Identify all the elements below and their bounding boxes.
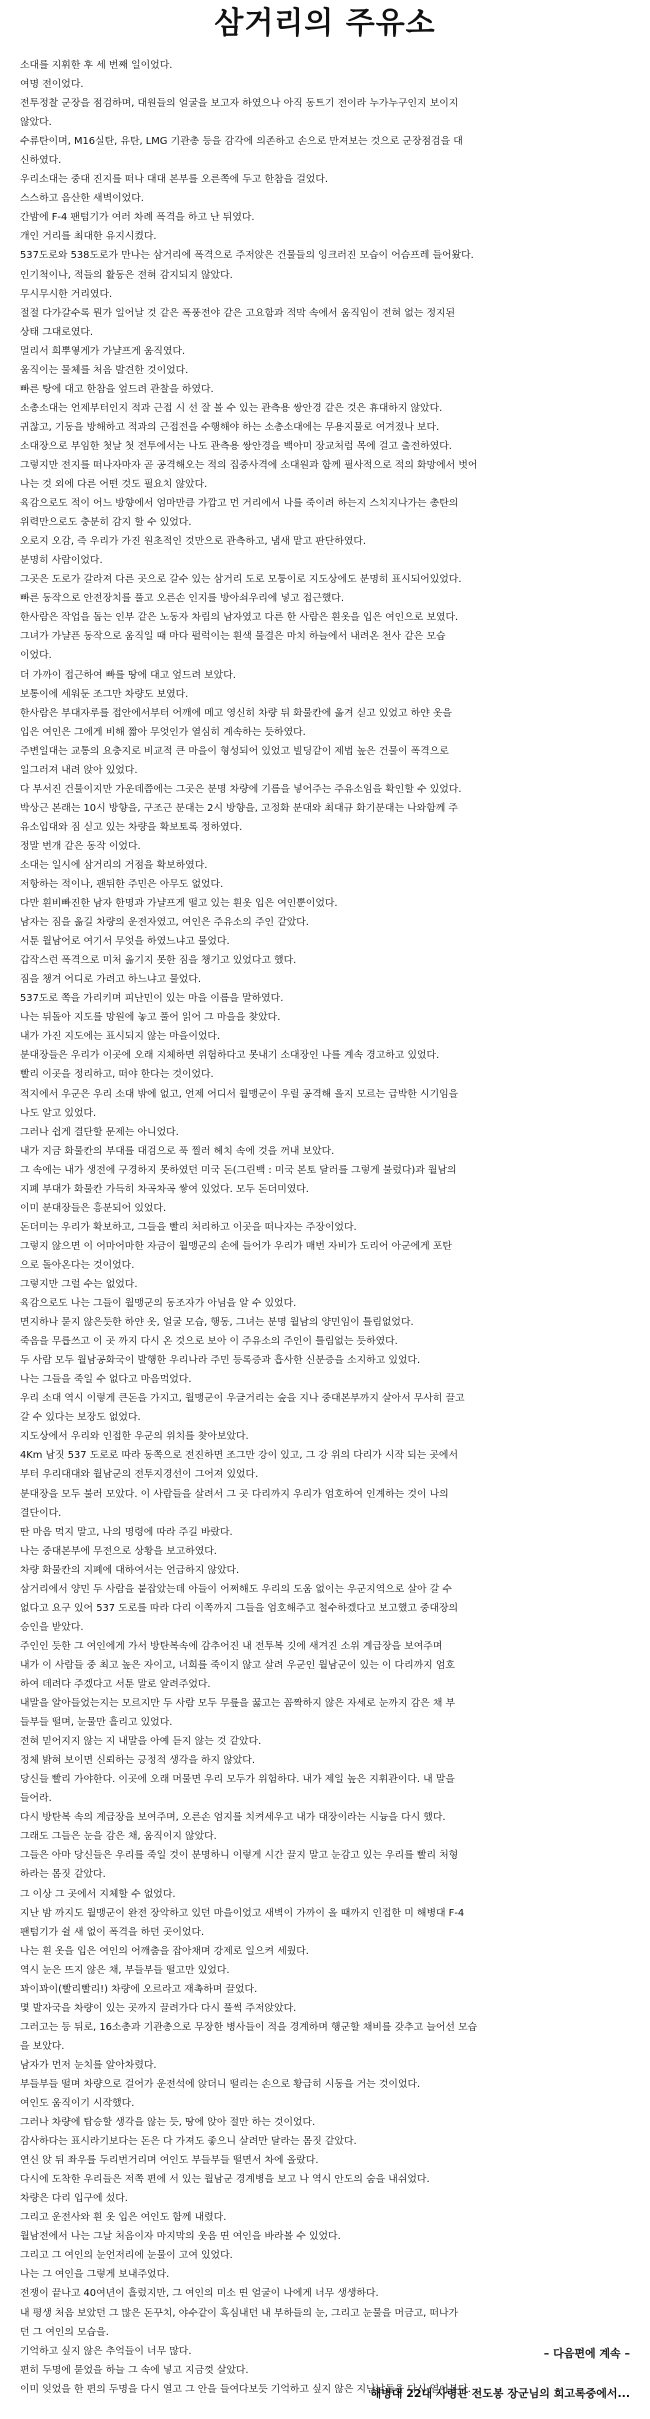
body-line: 무시무시한 거리였다. (20, 288, 113, 300)
body-line: 전투정찰 군장을 점검하며, 대원들의 얼굴을 보고자 하였으나 아직 동트기 전이라 누가누구인지 보이지 (20, 98, 459, 110)
body-line: 주변일대는 교통의 요충지로 비교적 큰 마을이 형성되어 있었고 빌딩같이 제법 높은 건물이 폭격으로 (20, 745, 449, 757)
body-line: 정말 번개 같은 동작 이었다. (20, 840, 141, 852)
body-line: 박상근 본래는 10시 방향을, 구조근 분대는 2시 방향을, 고정화 분대와 최대규 화기분대는 나와함께 주 (20, 802, 458, 814)
body-line: 입은 여인은 그에게 비해 짧아 무엇인가 열심히 계속하는 듯하였다. (20, 726, 306, 738)
body-line: 더 가까이 접근하여 빠를 땅에 대고 엎드려 보았다. (20, 669, 236, 681)
body-line: 그들은 아마 당신들은 우리를 죽일 것이 분명하니 이렇게 시간 끌지 말고 눈감고 있는 우리를 빨리 처형 (20, 1850, 459, 1862)
body-line: 한사람은 부대자루를 접안에서부터 어깨에 메고 영신히 차량 뒤 화물칸에 옮겨 싣고 있었고 하얀 옷을 (20, 707, 452, 719)
body-line: 들어라. (20, 1793, 52, 1805)
body-line: 나는 그들을 죽일 수 없다고 마음먹었다. (20, 1374, 192, 1386)
body-line: 그 이상 그 곳에서 지체할 수 없었다. (20, 1888, 176, 1900)
body-line: 기억하고 싶지 않은 추억들이 너무 많다. (20, 2345, 192, 2357)
body-line: 소총소대는 언제부터인지 적과 근접 시 선 잘 볼 수 있는 관측용 쌍안경 같은 것은 휴대하지 않았다. (20, 402, 443, 414)
body-line: 여인도 움직이기 시작했다. (20, 2098, 135, 2110)
body-line: 다만 흰비빠진한 남자 한명과 가냘프게 떨고 있는 흰옷 입은 여인뿐이었다. (20, 898, 338, 910)
body-line: 역시 눈은 뜨지 않은 채, 부들부들 떨고만 있었다. (20, 1964, 230, 1976)
body-line: 몇 발자국을 차량이 있는 곳까지 끌려가다 다시 풀썩 주저앉았다. (20, 2002, 297, 2014)
body-line: 이미 분대장들은 흥분되어 있었다. (20, 1202, 167, 1214)
body-line: 죽음을 무릅쓰고 이 곳 까지 다시 온 것으로 보아 이 주유소의 주인이 틀림없는 듯하였다. (20, 1336, 398, 1348)
body-line: 하여 데려다 주겠다고 서툰 말로 알려주었다. (20, 1678, 211, 1690)
body-line: 소대는 일시에 삼거리의 거점을 확보하였다. (20, 859, 208, 871)
body-line: 다시 방탄복 속의 계급장을 보여주며, 오른손 엄지를 치켜세우고 내가 대장이라는 시늉을 다시 했다. (20, 1812, 446, 1824)
body-line: 절절 다가갈수록 뭔가 일어날 것 같은 폭풍전야 같은 고요함과 적막 속에서 움직임이 전혀 없는 정지된 (20, 307, 456, 319)
body-line: 팬텀기가 쉴 새 없이 폭격을 하던 곳이었다. (20, 1926, 205, 1938)
body-line: 멀리서 희뿌옇게가 가냘프게 움직였다. (20, 345, 186, 357)
body-line: 지폐 부대가 화물칸 가득히 차곡차곡 쌓여 있었다. 모두 돈더미였다. (20, 1183, 309, 1195)
body-line: 두 사람 모두 월남공화국이 발행한 우리나라 주민 등록증과 흡사한 신분증을 소지하고 있었다. (20, 1355, 421, 1367)
body-line: 귀찮고, 기동을 방해하고 적과의 근접전을 수행해야 하는 소총소대에는 무용지물로 여겨졌나 보다. (20, 421, 440, 433)
body-line: 오로지 오감, 즉 우리가 가진 원초적인 것만으로 관측하고, 냄새 맡고 판단하였다. (20, 536, 367, 548)
body-line: 하라는 몸짓 같았다. (20, 1869, 106, 1881)
body-line: 다 부서진 건물이지만 가운데쯤에는 그곳은 분명 차량에 기름을 넣어주는 주유소임을 확인할 수 있었다. (20, 783, 462, 795)
document-title: 삼거리의 주유소 (214, 6, 436, 41)
body-line: 빠른 탕에 대고 한참을 엎드려 관찰을 하였다. (20, 383, 214, 395)
body-line: 육감으로도 나는 그들이 월맹군의 동조자가 아님을 알 수 있었다. (20, 1298, 297, 1310)
body-line: 그렇지만 그럴 수는 없었다. (20, 1279, 138, 1290)
body-line: 다시에 도착한 우리들은 저쪽 편에 서 있는 월남군 경계병을 보고 나 역시 안도의 숨을 내쉬었다. (20, 2174, 430, 2186)
body-line: 감사하다는 표시라기보다는 돈은 다 가져도 좋으니 살려만 달라는 몸짓 같았다. (20, 2136, 357, 2148)
body-line: 여명 전이었다. (20, 79, 84, 91)
body-line: 당신들 빨리 가야한다. 이곳에 오래 머물면 우리 모두가 위험하다. 내가 제일 높은 지휘관이다. 내 말을 (20, 1774, 455, 1786)
body-line: 없다고 요구 있어 537 도로를 따라 다리 이쪽까지 그들을 엄호해주고 철수하겠다고 보고했고 중대장의 (20, 1602, 459, 1614)
body-line: 빨리 이곳을 정리하고, 떠야 한다는 것이었다. (20, 1069, 214, 1081)
body-line: 개인 거리를 최대한 유지시켰다. (20, 231, 157, 243)
body-line: 그렇지 않으면 이 어마어마한 자금이 월맹군의 손에 들어가 우리가 매번 자비가 도리어 아군에게 포탄 (20, 1240, 452, 1252)
body-line: 않았다. (20, 117, 52, 129)
body-line: 던 그 여인의 모습을. (20, 2326, 109, 2338)
body-line: 전쟁이 끝나고 40여년이 흘렀지만, 그 여인의 미소 띤 얼굴이 나에게 너무 생생하다. (20, 2288, 379, 2300)
body-line: 그러나 쉽게 결단할 문제는 아니었다. (20, 1126, 179, 1138)
body-line: 4Km 남짓 537 도로로 따라 동쪽으로 전진하면 조그만 강이 있고, 그 강 위의 다리가 시작 되는 곳에서 (20, 1450, 459, 1462)
body-line: 신하였다. (20, 155, 62, 167)
body-line: 나도 알고 있었다. (20, 1107, 97, 1119)
body-line: 그 속에는 내가 생전에 구경하지 못하였던 미국 돈(그린백 : 미국 본토 달러를 그렇게 불렀다)과 월남의 (20, 1164, 457, 1176)
body-line: 편히 두명에 묻었을 하늘 그 속에 넣고 지금껏 살았다. (20, 2364, 249, 2376)
body-line: 상태 그대로였다. (20, 326, 94, 338)
body-line: 부들부들 떨며 차량으로 걸어가 운전석에 앉더니 떨리는 손으로 황급히 시동을 거는 것이었다. (20, 2078, 421, 2090)
body-line: 차량은 다리 입구에 섰다. (20, 2193, 128, 2205)
body-line: 결단이다. (20, 1507, 62, 1519)
body-line: 적지에서 우군은 우리 소대 밖에 없고, 언제 어디서 월맹군이 우릴 공격해 올지 모르는 급박한 시기임을 (20, 1088, 459, 1100)
body-line: 삼거리에서 양민 두 사람을 붙잡았는데 아들이 어쩌해도 우리의 도움 없이는 우군지역으로 살아 갈 수 (20, 1583, 452, 1595)
body-line: 인기척이나, 적들의 활동은 전혀 감지되지 않았다. (20, 269, 233, 281)
body-line: 537도로와 538도로가 만나는 삼거리에 폭격으로 주저앉은 건물들의 잉크러진 모습이 어슴프레 들어왔다. (20, 250, 474, 262)
body-line: 보통이에 세워둔 조그만 차량도 보였다. (20, 688, 189, 700)
body-line: 월남전에서 나는 그날 처음이자 마지막의 웃음 띤 여인을 바라볼 수 있었다. (20, 2231, 341, 2243)
body-line: 면지하나 묻지 않은듯한 하얀 옷, 얼굴 모습, 행동, 그녀는 분명 월남의 양민임이 틀림없었다. (20, 1317, 414, 1329)
body-line: 우리소대는 중대 진지를 떠나 대대 본부를 오른쪽에 두고 한참을 걸었다. (20, 174, 329, 186)
body-line: 분대장을 모두 불러 모았다. 이 사람들을 살려서 그 곳 다리까지 우리가 엄호하여 인계하는 것이 나의 (20, 1488, 449, 1500)
body-line: 우리 소대 역시 이렇게 큰돈을 가지고, 월맹군이 우글거리는 숲을 지나 중대본부까지 살아서 무사히 끌고 (20, 1393, 465, 1405)
body-line: 이미 잊었을 한 편의 두명을 다시 열고 그 안을 들여다보듯 기억하고 싶지 않은 지난날들을 다시 열어본다. (20, 2383, 471, 2395)
body-line: 간밤에 F-4 팬텀기가 여러 차례 폭격을 하고 난 뒤였다. (20, 212, 255, 224)
body-line: 주인인 듯한 그 여인에게 가서 방탄복속에 감추어진 내 전투복 깃에 새겨진 소위 계급장을 보여주며 (20, 1640, 443, 1652)
body-line: 남자가 먼저 눈치를 알아차렸다. (20, 2059, 157, 2071)
body-line: 갑작스런 폭격으로 미처 옮기지 못한 짐을 챙기고 있었다고 했다. (20, 955, 297, 967)
body-line: 그곳은 도로가 갈라져 다른 곳으로 갈수 있는 삼거리 도로 모퉁이로 지도상에도 분명히 표시되어있었다. (20, 574, 462, 586)
body-line: 들부들 떨며, 눈물만 흘리고 있었다. (20, 1717, 173, 1729)
continued-notice: – 다음편에 계속 – (543, 2347, 630, 2360)
body-line: 나는 그 여인을 그렇게 보내주었다. (20, 2269, 170, 2281)
body-line: 나는 흰 옷을 입은 여인의 어깨춤을 잡아채며 강제로 일으켜 세웠다. (20, 1945, 309, 1957)
body-line: 나는 뒤돌아 지도를 망원에 놓고 풀어 읽어 그 마을을 찾았다. (20, 1012, 281, 1024)
body-line: 나는 것 외에 다른 어떤 것도 필요치 않았다. (20, 479, 208, 491)
body-line: 그러고는 등 뒤로, 16소총과 기관총으로 무장한 병사들이 적을 경계하며 행군할 채비를 갖추고 늘어선 모습 (20, 2021, 478, 2033)
body-line: 스스하고 음산한 새벽이었다. (20, 193, 144, 205)
body-line: 지도상에서 우리와 인접한 우군의 위치를 찾아보았다. (20, 1431, 249, 1443)
body-line: 내말을 알아들었는지는 모르지만 두 사람 모두 무릎을 꿇고는 꼼짝하지 않은 자세로 눈까지 감은 채 부 (20, 1698, 456, 1710)
body-line: 돈더미는 우리가 확보하고, 그들을 빨리 처리하고 이곳을 떠나자는 주장이었다. (20, 1221, 357, 1233)
body-line: 내가 이 사람들 중 최고 높은 자이고, 너희를 죽이지 않고 살려 우군인 월남군이 있는 이 다리까지 엄호 (20, 1659, 455, 1671)
body-line: 그녀가 가냘픈 동작으로 움직일 때 마다 펄럭이는 흰색 물결은 마치 하늘에서 내려온 천사 같은 모습 (20, 631, 446, 643)
body-line: 저항하는 적이나, 괜뒤한 주민은 아무도 없었다. (20, 879, 224, 891)
source-attribution: 해병대 22대 사령관 전도봉 장군님의 회고록중에서... (370, 2387, 630, 2400)
document-body (20, 56, 635, 2399)
body-line: 수류탄이며, M16실탄, 유탄, LMG 기관총 등을 감각에 의존하고 손으로 만져보는 것으로 군장점검을 대 (20, 136, 463, 148)
body-line: 부터 우리대대와 월남군의 전투지경선이 그어져 있었다. (20, 1469, 259, 1481)
body-line: 꽈이꽈이(빨리빨리!) 차량에 오르라고 재촉하며 끌었다. (20, 1983, 258, 1995)
body-line: 으로 돌아온다는 것이었다. (20, 1259, 135, 1271)
body-line: 내가 가진 지도에는 표시되지 않는 마을이었다. (20, 1031, 221, 1043)
body-line: 갈 수 있다는 보장도 없었다. (20, 1412, 141, 1424)
body-line: 내가 지금 화물칸의 부대를 대검으로 푹 찔러 헤치 속에 것을 꺼내 보았다. (20, 1145, 335, 1157)
body-line: 을 보았다. (20, 2040, 65, 2052)
body-line: 빠른 동작으로 안전장치를 풀고 오른손 인지를 방아쇠우리에 넣고 접근했다. (20, 593, 344, 605)
body-line: 지난 밤 까지도 월맹군이 완전 장악하고 있던 마을이었고 새벽이 가까이 올 때까지 인접한 미 해병대 F-4 (20, 1907, 465, 1919)
body-line: 연신 앉 뒤 좌우를 두리번거리며 여인도 부들부들 떨면서 차에 올랐다. (20, 2155, 319, 2167)
body-line: 서툰 월남어로 여기서 무엇을 하였느냐고 물었다. (20, 936, 230, 948)
body-line: 소대를 지휘한 후 세 번째 일이었다. (20, 60, 173, 71)
body-line: 내 평생 처음 보았던 그 많은 돈꾸치, 야수같이 흑심내던 내 부하들의 눈, 그리고 눈물을 머금고, 떠나가 (20, 2307, 459, 2319)
body-line: 일그러져 내려 앉아 있었다. (20, 764, 138, 776)
body-line: 그래도 그들은 눈을 감은 채, 움직이지 않았다. (20, 1831, 217, 1843)
body-line: 소대장으로 부임한 첫날 첫 전투에서는 나도 관측용 쌍안경을 백아미 장교처럼 목에 걸고 출전하였다. (20, 440, 452, 452)
body-line: 한사람은 작업을 돕는 인부 같은 노동자 차림의 남자였고 다른 한 사람은 흰옷을 입은 여인으로 보였다. (20, 612, 459, 624)
body-line: 승인을 받았다. (20, 1621, 84, 1633)
body-line: 그러나 차량에 탑승할 생각을 않는 듯, 땅에 앉아 절만 하는 것이었다. (20, 2117, 316, 2129)
body-line: 그렇지만 전지를 떠나자마자 곧 공격해오는 적의 집중사격에 소대원과 함께 필사적으로 적의 화망에서 벗어 (20, 459, 478, 471)
body-line: 딴 마음 먹지 말고, 나의 명령에 따라 주길 바랐다. (20, 1526, 233, 1538)
body-line: 차량 화물칸의 지폐에 대하여서는 언급하지 않았다. (20, 1564, 240, 1576)
body-line: 남자는 짐을 옮길 차량의 운전자였고, 여인은 주유소의 주인 같았다. (20, 917, 309, 929)
body-line: 짐을 챙겨 어디로 가려고 하느냐고 물었다. (20, 974, 202, 986)
body-line: 537도로 쪽을 가리키며 피난민이 있는 마을 이름을 말하였다. (20, 993, 284, 1005)
body-line: 위력만으로도 충분히 감지 할 수 있었다. (20, 517, 192, 529)
body-line: 전혀 믿어지지 않는 지 내말을 아예 듣지 않는 것 같았다. (20, 1736, 262, 1748)
body-line: 움직이는 물체를 처음 발견한 것이었다. (20, 364, 189, 376)
body-line: 그리고 운전사와 흰 옷 입은 여인도 함께 내렸다. (20, 2212, 227, 2224)
body-line: 분대장들은 우리가 이곳에 오래 지체하면 위험하다고 못내기 소대장인 나를 계속 경고하고 있었다. (20, 1050, 440, 1062)
body-line: 그리고 그 여인의 눈언저리에 눈물이 고여 있었다. (20, 2250, 233, 2262)
body-line: 이었다. (20, 650, 52, 662)
body-line: 육감으로도 적이 어느 방향에서 엄마만큼 가깝고 먼 거리에서 나를 죽이려 하는지 스치지나가는 총탄의 (20, 498, 459, 510)
body-line: 나는 중대본부에 무전으로 상황을 보고하였다. (20, 1545, 217, 1557)
body-line: 분명히 사람이었다. (20, 555, 103, 567)
body-line: 정체 밝혀 보이면 신뢰하는 긍정적 생각을 하지 않았다. (20, 1755, 255, 1767)
body-line: 유소입대와 짐 싣고 있는 차량을 확보토록 정하였다. (20, 821, 243, 833)
